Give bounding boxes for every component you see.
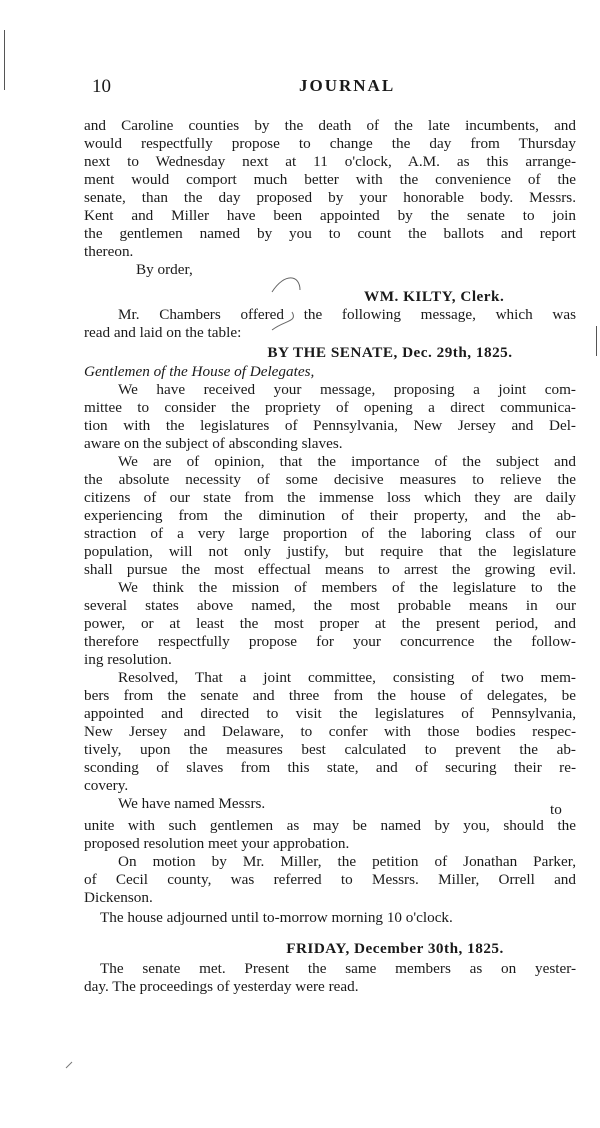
text-line: thereon. — [84, 243, 134, 260]
text-line: and Caroline counties by the death of the late incumbents, and — [84, 117, 576, 134]
text-line: population, will not only justify, but require that the legislature — [84, 543, 576, 560]
text-line: On motion by Mr. Miller, the petition of Jonathan Parker, — [118, 853, 576, 870]
text-line: straction of a very large proportion of the laboring class of our — [84, 525, 576, 542]
right-edge-mark — [596, 326, 597, 356]
left-edge-mark — [4, 30, 5, 90]
text-line: We think the mission of members of the legislature to the — [118, 579, 576, 596]
salutation: Gentlemen of the House of Delegates, — [84, 363, 315, 380]
adjournment-line: The house adjourned until to-morrow morning 10 o'clock. — [100, 909, 453, 926]
text-line: citizens of our state from the immense loss which they are daily — [84, 489, 576, 506]
text-line: aware on the subject of absconding slaves. — [84, 435, 343, 452]
text-line: We are of opinion, that the importance of the subject and — [118, 453, 576, 470]
by-order-line: By order, — [136, 261, 193, 278]
running-head: JOURNAL — [299, 76, 396, 95]
text-line: next to Wednesday next at 11 o'clock, A.M. as this arrange- — [84, 153, 576, 170]
page-number: 10 — [92, 76, 111, 97]
text-line: shall pursue the most effectual means to arrest the growing evil. — [84, 561, 576, 578]
text-line: proposed resolution meet your approbation. — [84, 835, 350, 852]
text-line: The senate met. Present the same members as on yester- — [100, 960, 576, 977]
text-line: mittee to consider the propriety of opening a direct communica- — [84, 399, 576, 416]
text-line: ment would comport much better with the convenience of the — [84, 171, 576, 188]
text-line: of Cecil county, was referred to Messrs. Miller, Orrell and — [84, 871, 576, 888]
text-line: Dickenson. — [84, 889, 153, 906]
text-line: to — [550, 801, 562, 818]
text-line: therefore respectfully propose for your concurrence the follow- — [84, 633, 576, 650]
text-line: tion with the legislatures of Pennsylvania, New Jersey and Del- — [84, 417, 576, 434]
text-line: unite with such gentlemen as may be named by you, should the — [84, 817, 576, 834]
text-line: bers from the senate and three from the house of delegates, be — [84, 687, 576, 704]
senate-message-heading: BY THE SENATE, Dec. 29th, 1825. — [267, 344, 513, 361]
text-line: sconding of slaves from this state, and of securing their re- — [84, 759, 576, 776]
text-line: ing resolution. — [84, 651, 172, 668]
text-line: We have named Messrs. — [118, 795, 266, 812]
friday-heading: FRIDAY, December 30th, 1825. — [286, 940, 504, 957]
text-line: appointed and directed to visit the legislatures of Pennsylvania, — [84, 705, 576, 722]
text-line: the gentlemen named by you to count the ballots and report — [84, 225, 576, 242]
text-line: experiencing from the diminution of their property, and the ab- — [84, 507, 576, 524]
text-line: Kent and Miller have been appointed by the senate to join — [84, 207, 576, 224]
text-line: Mr. Chambers offered the following message, which was — [118, 306, 576, 323]
clerk-signature: WM. KILTY, Clerk. — [364, 288, 505, 305]
page-header — [92, 76, 570, 100]
text-line: read and laid on the table: — [84, 324, 242, 341]
text-line: the absolute necessity of some decisive measures to relieve the — [84, 471, 576, 488]
text-line: day. The proceedings of yesterday were read. — [84, 978, 359, 995]
text-line: would respectfully propose to change the day from Thursday — [84, 135, 576, 152]
text-line: several states above named, the most probable means in our — [84, 597, 576, 614]
resolution-line: Resolved, That a joint committee, consisting of two mem- — [118, 669, 576, 686]
text-line: tively, upon the measures best calculated to prevent the ab- — [84, 741, 576, 758]
text-line: New Jersey and Delaware, to confer with those bodies respec- — [84, 723, 576, 740]
text-line: senate, than the day proposed by your honorable body. Messrs. — [84, 189, 576, 206]
text-line: We have received your message, proposing a joint com- — [118, 381, 576, 398]
text-line: power, or at least the most proper at the present period, and — [84, 615, 576, 632]
text-line: covery. — [84, 777, 129, 794]
